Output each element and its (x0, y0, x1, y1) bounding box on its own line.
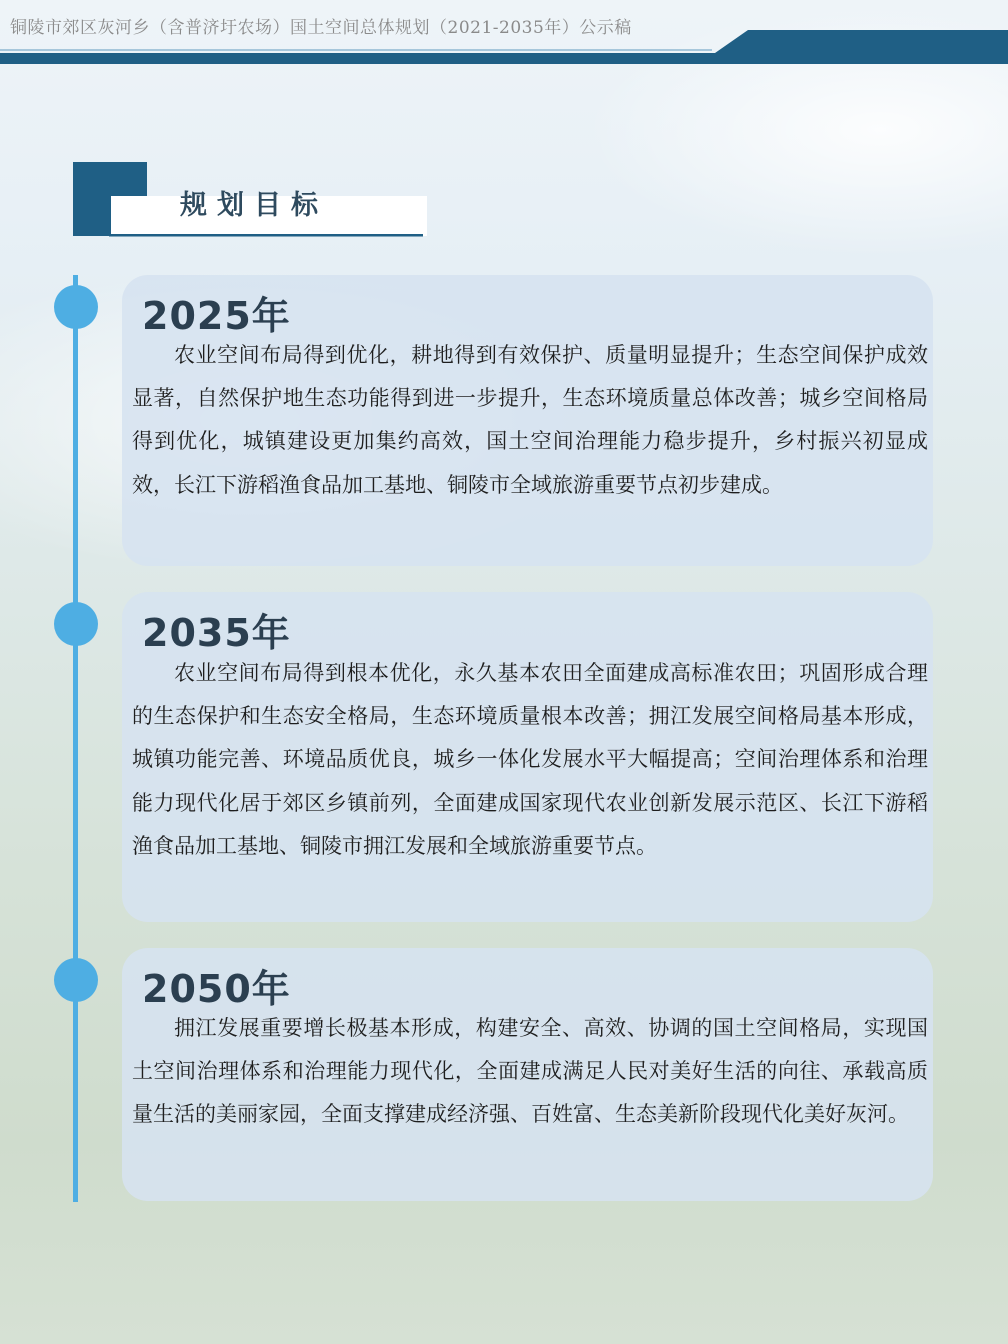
goal-year: 2035年 (142, 611, 291, 655)
timeline-dot-2035 (54, 602, 98, 646)
goal-text: 拥江发展重要增长极基本形成，构建安全、高效、协调的国土空间格局，实现国土空间治理体系和治理能力现代化，全面建成满足人民对美好生活的向往、承载高质量生活的美丽家园，全面支撑建成经济强、百姓富、生态美新阶段现代化美好灰河。 (132, 1016, 928, 1127)
section-title: 规划目标 (180, 190, 328, 221)
goal-text: 农业空间布局得到根本优化，永久基本农田全面建成高标准农田；巩固形成合理的生态保护和生态安全格局，生态环境质量根本改善；拥江发展空间格局基本形成，城镇功能完善、环境品质优良，城乡一体化发展水平大幅提高；空间治理体系和治理能力现代化居于郊区乡镇前列，全面建成国家现代农业创新发展示范区、长江下游稻渔食品加工基地、铜陵市拥江发展和全域旅游重要节点。 (132, 661, 928, 858)
timeline-dot-2050 (54, 958, 98, 1002)
goal-text: 农业空间布局得到优化，耕地得到有效保护、质量明显提升；生态空间保护成效显著，自然保护地生态功能得到进一步提升，生态环境质量总体改善；城乡空间格局得到优化，城镇建设更加集约高效，国土空间治理能力稳步提升，乡村振兴初显成效，长江下游稻渔食品加工基地、铜陵市全域旅游重要节点初步建成。 (132, 343, 928, 497)
page-header (0, 0, 1008, 64)
goal-card-2035 (122, 592, 933, 922)
goal-year: 2050年 (142, 967, 291, 1011)
timeline-line (73, 275, 78, 1202)
document-title: 铜陵市郊区灰河乡（含普济圩农场）国土空间总体规划（2021-2035年）公示稿 (10, 18, 632, 38)
goal-card-2025 (122, 275, 933, 566)
goal-card-2050 (122, 948, 933, 1201)
timeline-dot-2025 (54, 285, 98, 329)
goal-year: 2025年 (142, 294, 291, 338)
